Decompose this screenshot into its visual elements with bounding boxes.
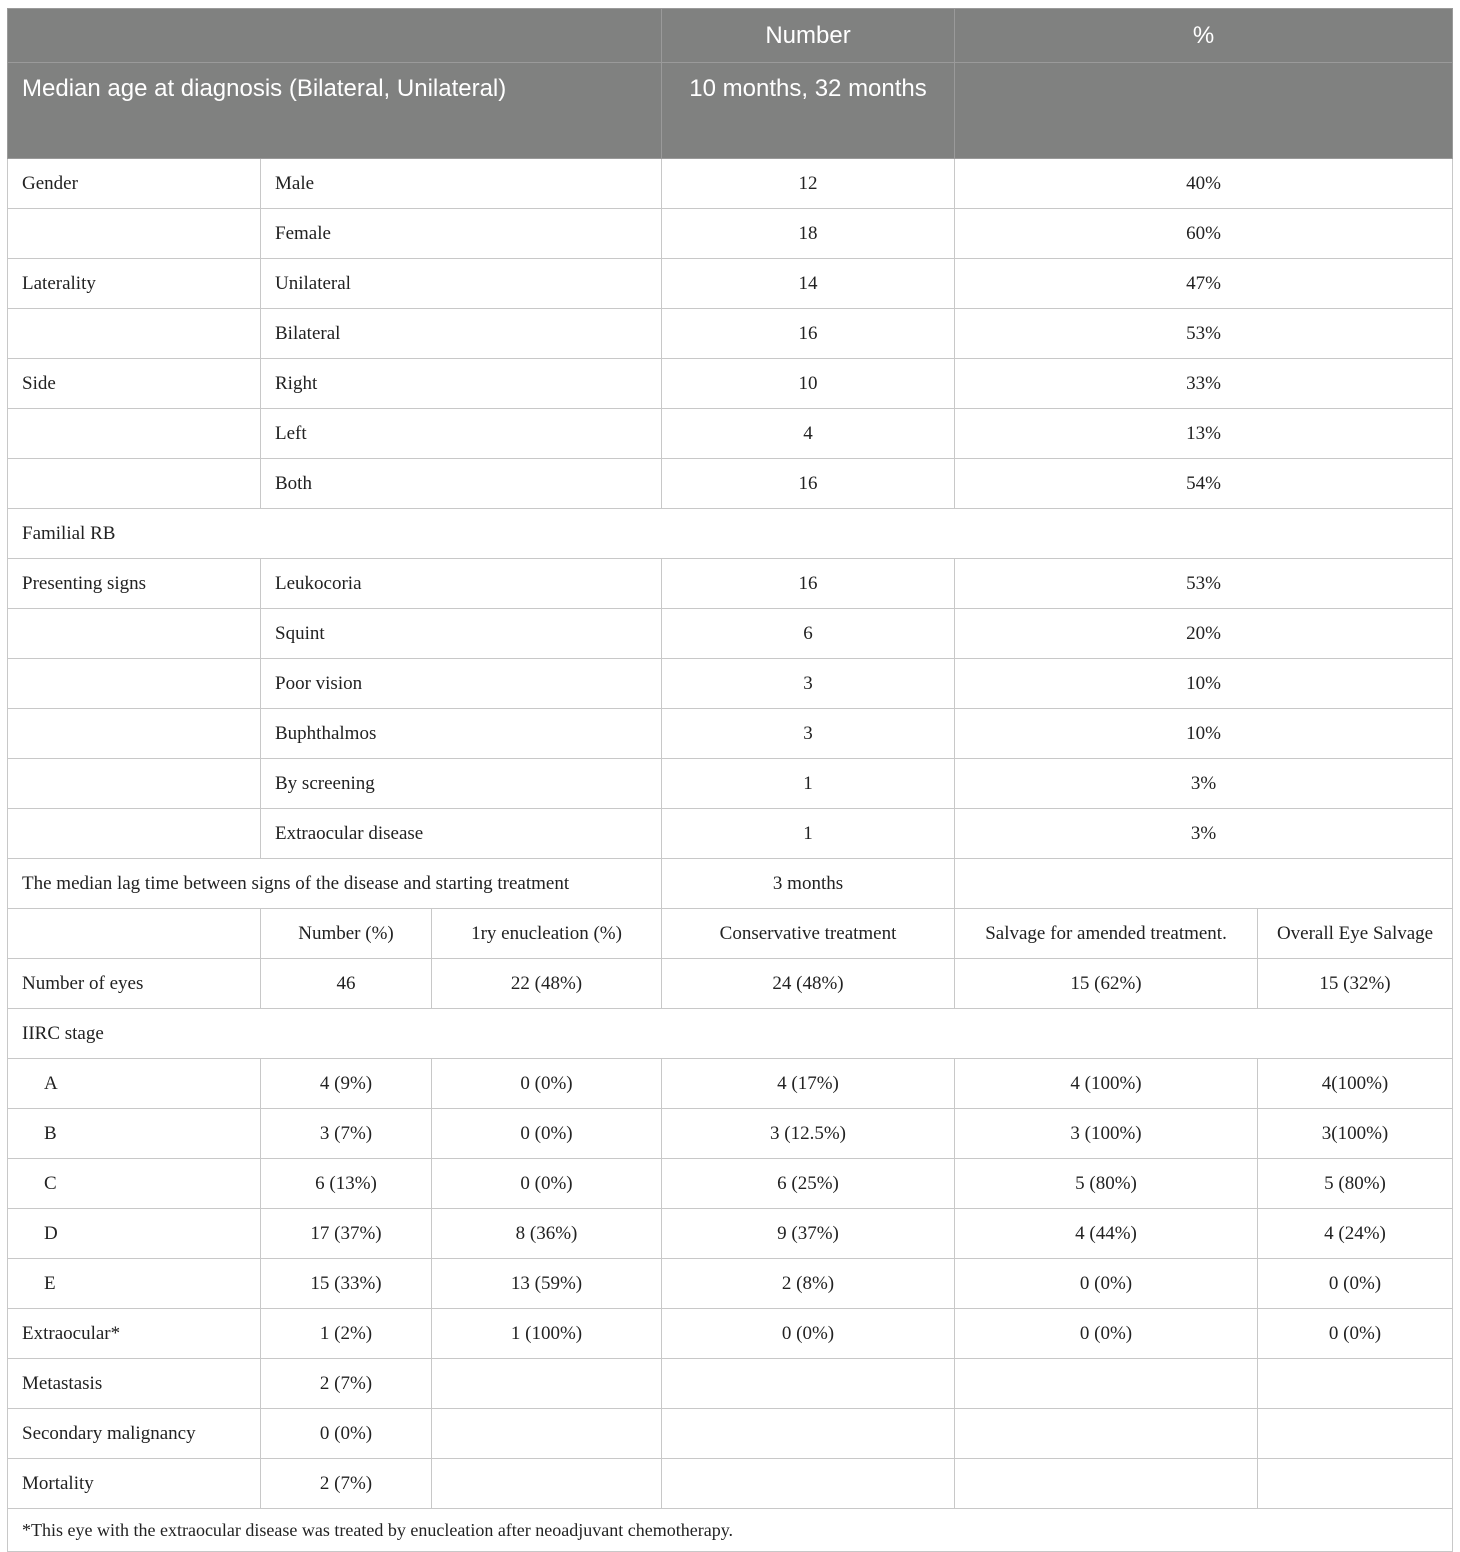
data-table (7, 8, 1453, 1552)
stage-value: 0 (0%) (1258, 1259, 1453, 1309)
presenting-sign-row (8, 709, 1453, 759)
demographic-percent: 47% (955, 259, 1453, 309)
lag-time-value: 3 months (662, 859, 955, 909)
demographic-number: 10 (662, 359, 955, 409)
demographic-category: Gender (8, 159, 261, 209)
presenting-sign-percent: 53% (955, 559, 1453, 609)
presenting-sign-category (8, 809, 261, 859)
stage-value: 0 (0%) (432, 1159, 662, 1209)
outcome-row (8, 1409, 1453, 1459)
stage-row (8, 1159, 1453, 1209)
eyes-overall-salvage: 15 (32%) (1258, 959, 1453, 1009)
demographic-category (8, 209, 261, 259)
demographic-number: 4 (662, 409, 955, 459)
presenting-sign-subcategory: Buphthalmos (261, 709, 662, 759)
demographic-category: Laterality (8, 259, 261, 309)
demographic-subcategory: Bilateral (261, 309, 662, 359)
presenting-sign-row (8, 609, 1453, 659)
lag-time-label: The median lag time between signs of the disease and starting treatment (8, 859, 662, 909)
presenting-sign-percent: 10% (955, 659, 1453, 709)
presenting-sign-number: 1 (662, 759, 955, 809)
stage-value: 4 (44%) (955, 1209, 1258, 1259)
stage-value: 15 (33%) (261, 1259, 432, 1309)
stage-row (8, 1059, 1453, 1109)
demographic-row (8, 209, 1453, 259)
presenting-sign-subcategory: Extraocular disease (261, 809, 662, 859)
demographic-subcategory: Left (261, 409, 662, 459)
eyes-header-overall-salvage: Overall Eye Salvage (1258, 909, 1453, 959)
number-of-eyes-row (8, 959, 1453, 1009)
demographic-percent: 60% (955, 209, 1453, 259)
demographics-section (8, 159, 1453, 509)
outcome-label: Metastasis (8, 1359, 261, 1409)
outcome-blank (1258, 1459, 1453, 1509)
header-percent: % (955, 9, 1453, 63)
outcome-blank (1258, 1359, 1453, 1409)
stage-value: 2 (8%) (662, 1259, 955, 1309)
presenting-sign-row (8, 659, 1453, 709)
outcome-label: Secondary malignancy (8, 1409, 261, 1459)
outcome-blank (955, 1359, 1258, 1409)
presenting-sign-percent: 20% (955, 609, 1453, 659)
presenting-sign-percent: 3% (955, 809, 1453, 859)
presenting-signs-section (8, 559, 1453, 859)
demographic-row (8, 359, 1453, 409)
presenting-sign-subcategory: By screening (261, 759, 662, 809)
header-blank (8, 9, 662, 63)
demographic-row (8, 159, 1453, 209)
demographic-subcategory: Right (261, 359, 662, 409)
outcome-blank (1258, 1409, 1453, 1459)
stage-value: 3 (7%) (261, 1109, 432, 1159)
presenting-sign-row (8, 809, 1453, 859)
median-age-blank (955, 63, 1453, 159)
outcome-blank (662, 1359, 955, 1409)
presenting-sign-category (8, 659, 261, 709)
iirc-stage-row (8, 1009, 1453, 1059)
iirc-stage-label: IIRC stage (8, 1009, 1453, 1059)
stage-value: 4 (17%) (662, 1059, 955, 1109)
demographic-percent: 54% (955, 459, 1453, 509)
stage-value: 8 (36%) (432, 1209, 662, 1259)
presenting-sign-category (8, 759, 261, 809)
presenting-sign-category (8, 609, 261, 659)
stage-label: A (8, 1059, 261, 1109)
eyes-header-conservative: Conservative treatment (662, 909, 955, 959)
outcome-blank (662, 1459, 955, 1509)
footnote-row (8, 1509, 1453, 1552)
stage-value: 0 (0%) (432, 1059, 662, 1109)
outcome-value: 0 (0%) (261, 1409, 432, 1459)
demographic-category (8, 459, 261, 509)
eyes-header-number: Number (%) (261, 909, 432, 959)
footnote: *This eye with the extraocular disease was treated by enucleation after neoadjuvant chemotherapy. (8, 1509, 1453, 1552)
stage-row (8, 1259, 1453, 1309)
stage-value: 0 (0%) (432, 1109, 662, 1159)
extraocular-enucleation: 1 (100%) (432, 1309, 662, 1359)
stage-value: 9 (37%) (662, 1209, 955, 1259)
outcome-row (8, 1459, 1453, 1509)
familial-rb-label: Familial RB (8, 509, 1453, 559)
demographic-number: 12 (662, 159, 955, 209)
presenting-sign-number: 3 (662, 709, 955, 759)
demographic-subcategory: Male (261, 159, 662, 209)
outcome-blank (955, 1409, 1258, 1459)
stage-section (8, 1059, 1453, 1309)
stage-label: D (8, 1209, 261, 1259)
demographic-subcategory: Female (261, 209, 662, 259)
stage-label: E (8, 1259, 261, 1309)
demographic-row (8, 459, 1453, 509)
eyes-header-salvage-amended: Salvage for amended treatment. (955, 909, 1258, 959)
outcome-blank (432, 1409, 662, 1459)
demographic-subcategory: Both (261, 459, 662, 509)
outcome-blank (432, 1459, 662, 1509)
outcome-label: Mortality (8, 1459, 261, 1509)
extraocular-number: 1 (2%) (261, 1309, 432, 1359)
eyes-enucleation: 22 (48%) (432, 959, 662, 1009)
lag-time-blank (955, 859, 1453, 909)
extraocular-overall-salvage: 0 (0%) (1258, 1309, 1453, 1359)
median-age-row (8, 63, 1453, 159)
demographic-category (8, 309, 261, 359)
header-row (8, 9, 1453, 63)
median-age-label: Median age at diagnosis (Bilateral, Unilateral) (8, 63, 662, 159)
stage-value: 3(100%) (1258, 1109, 1453, 1159)
presenting-sign-percent: 10% (955, 709, 1453, 759)
extraocular-conservative: 0 (0%) (662, 1309, 955, 1359)
demographic-number: 16 (662, 309, 955, 359)
presenting-sign-category: Presenting signs (8, 559, 261, 609)
demographic-percent: 53% (955, 309, 1453, 359)
demographic-subcategory: Unilateral (261, 259, 662, 309)
stage-value: 3 (12.5%) (662, 1109, 955, 1159)
header-number: Number (662, 9, 955, 63)
stage-label: C (8, 1159, 261, 1209)
demographic-percent: 13% (955, 409, 1453, 459)
demographic-number: 14 (662, 259, 955, 309)
outcomes-section (8, 1359, 1453, 1509)
stage-value: 4(100%) (1258, 1059, 1453, 1109)
outcome-blank (955, 1459, 1258, 1509)
demographic-category: Side (8, 359, 261, 409)
familial-rb-row (8, 509, 1453, 559)
outcome-blank (432, 1359, 662, 1409)
stage-value: 0 (0%) (955, 1259, 1258, 1309)
demographic-percent: 33% (955, 359, 1453, 409)
demographic-row (8, 409, 1453, 459)
demographic-percent: 40% (955, 159, 1453, 209)
outcome-value: 2 (7%) (261, 1359, 432, 1409)
presenting-sign-subcategory: Leukocoria (261, 559, 662, 609)
stage-label: B (8, 1109, 261, 1159)
stage-value: 5 (80%) (955, 1159, 1258, 1209)
presenting-sign-percent: 3% (955, 759, 1453, 809)
demographic-category (8, 409, 261, 459)
extraocular-row (8, 1309, 1453, 1359)
stage-row (8, 1109, 1453, 1159)
eyes-number: 46 (261, 959, 432, 1009)
presenting-sign-number: 3 (662, 659, 955, 709)
eyes-label: Number of eyes (8, 959, 261, 1009)
presenting-sign-number: 16 (662, 559, 955, 609)
demographic-row (8, 309, 1453, 359)
demographic-number: 18 (662, 209, 955, 259)
presenting-sign-number: 6 (662, 609, 955, 659)
presenting-sign-number: 1 (662, 809, 955, 859)
outcome-row (8, 1359, 1453, 1409)
lag-time-row (8, 859, 1453, 909)
extraocular-salvage-amended: 0 (0%) (955, 1309, 1258, 1359)
stage-value: 5 (80%) (1258, 1159, 1453, 1209)
median-age-value: 10 months, 32 months (662, 63, 955, 159)
stage-value: 4 (100%) (955, 1059, 1258, 1109)
demographic-number: 16 (662, 459, 955, 509)
presenting-sign-subcategory: Poor vision (261, 659, 662, 709)
stage-value: 6 (25%) (662, 1159, 955, 1209)
stage-row (8, 1209, 1453, 1259)
eyes-header-blank (8, 909, 261, 959)
stage-value: 4 (24%) (1258, 1209, 1453, 1259)
stage-value: 3 (100%) (955, 1109, 1258, 1159)
presenting-sign-row (8, 559, 1453, 609)
outcome-value: 2 (7%) (261, 1459, 432, 1509)
outcome-blank (662, 1409, 955, 1459)
presenting-sign-row (8, 759, 1453, 809)
presenting-sign-subcategory: Squint (261, 609, 662, 659)
stage-value: 17 (37%) (261, 1209, 432, 1259)
eyes-conservative: 24 (48%) (662, 959, 955, 1009)
stage-value: 6 (13%) (261, 1159, 432, 1209)
eyes-header-enucleation: 1ry enucleation (%) (432, 909, 662, 959)
presenting-sign-category (8, 709, 261, 759)
eyes-header-row (8, 909, 1453, 959)
extraocular-label: Extraocular* (8, 1309, 261, 1359)
demographic-row (8, 259, 1453, 309)
stage-value: 4 (9%) (261, 1059, 432, 1109)
stage-value: 13 (59%) (432, 1259, 662, 1309)
eyes-salvage-amended: 15 (62%) (955, 959, 1258, 1009)
